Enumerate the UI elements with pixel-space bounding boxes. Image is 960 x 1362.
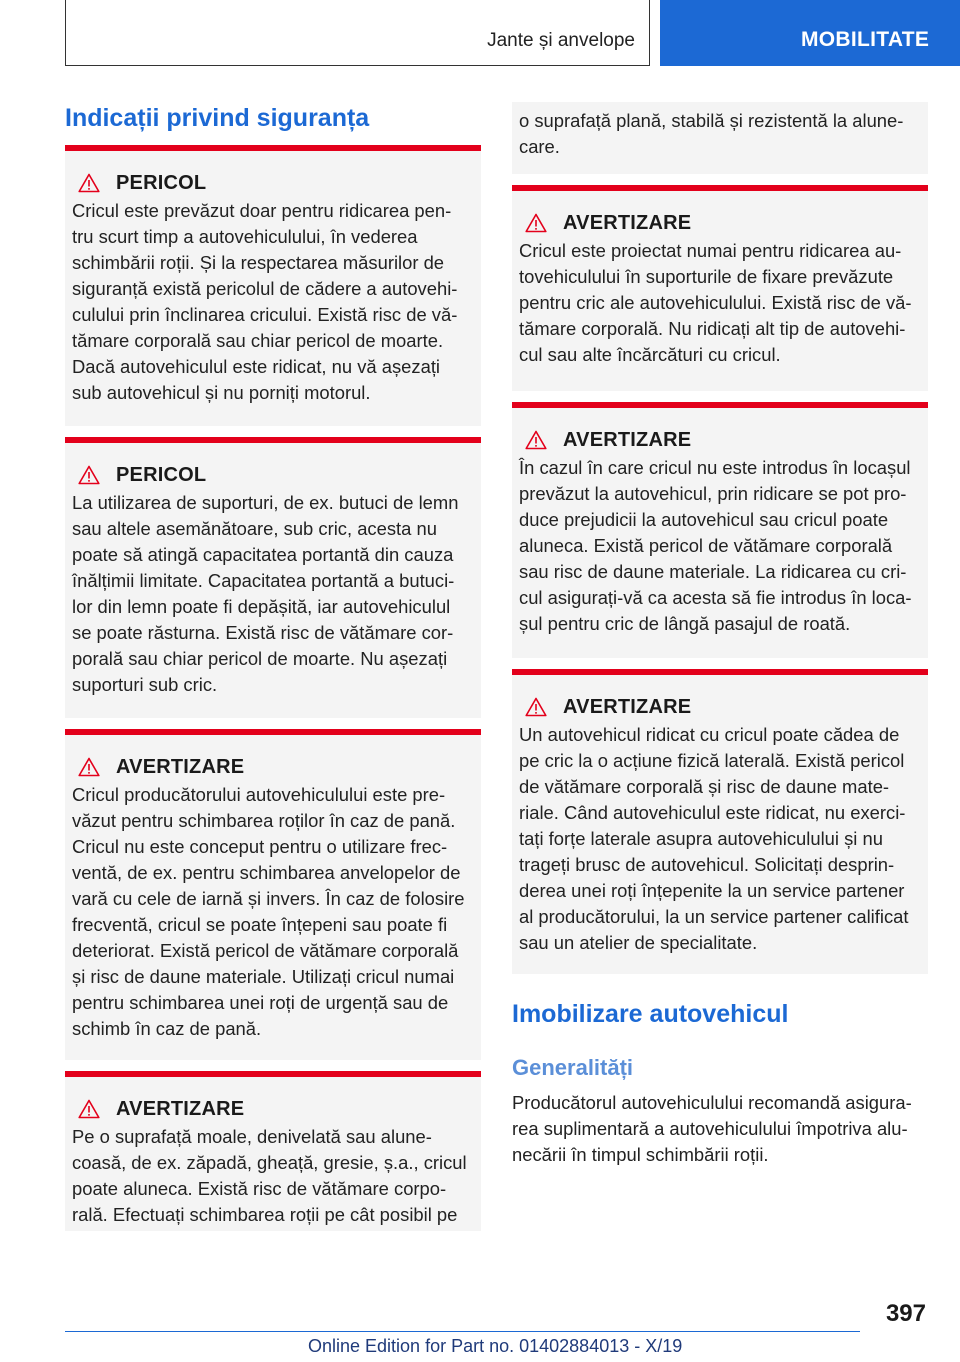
page-number: 397 [885,1300,926,1327]
box-body: Pe o suprafață moale, denivelată sau alune- coasă, de ex. zăpadă, gheață, gresie, ș.a., cricul poate aluneca. Există risc de vătămare corpo- rală. Efectuați schimbarea roții pe cât posibil pe [72,1126,467,1225]
box-label: PERICOL [116,171,207,194]
warning-box-2 [65,1071,481,1231]
warning-triangle-icon [525,697,547,717]
warning-triangle-icon [525,213,547,233]
hazard-box-1 [65,145,481,426]
warning-box-4 [512,402,928,658]
box-label: AVERTIZARE [116,755,245,778]
warning-box-1 [65,729,481,1060]
warning-box-2-continued [512,102,928,174]
box-label: AVERTIZARE [116,1097,245,1120]
footer-divider [65,1331,860,1332]
header-section-tab[interactable]: MOBILITATE [660,0,960,66]
section-title-safety: Indicații privind siguranța [65,104,370,132]
box-body: Cricul este prevăzut doar pentru ridicarea pen- tru scurt timp a autovehiculului, în vederea schimbării roții. Și la respectarea măsurilor de siguranță există pericolul de cădere a autovehi- culului prin înclinarea cricului. Există risc de vă- tămare corporală sau chiar pericol de moarte. Dacă autovehiculul este ridicat, nu vă așezați sub autovehicul și nu porniți motorul. [72,200,458,403]
header-chapter-title: Jante și anvelope [487,30,635,51]
warning-box-5 [512,669,928,974]
warning-triangle-icon [78,757,100,777]
box-label: AVERTIZARE [563,428,692,451]
hazard-box-2 [65,437,481,718]
warning-triangle-icon [78,1099,100,1119]
box-body-continued: o suprafață plană, stabilă și rezistentă la alune- care. [519,110,904,157]
footer-edition: Online Edition for Part no. 01402884013 - X/19 [308,1336,683,1356]
warning-triangle-icon [78,173,100,193]
warning-triangle-icon [78,465,100,485]
box-body: Cricul producătorului autovehiculului este pre- văzut pentru schimbarea roților în caz de pană. Cricul nu este conceput pentru o utilizare frec- ventă, de ex. pentru schimbarea anvelopelor de vară cu cele de iarnă și invers. În caz de folosire frecventă, cricul se poate înțepeni sau poate fi deteriorat. Există pericol de vătămare corporală și risc de daune materiale. Utilizați cricul numai pentru schimbarea unei roți de urgență sau de schimb în caz de pană. [72,784,465,1039]
box-body: În cazul în care cricul nu este introdus în locașul prevăzut la autovehicul, prin ridicare se pot pro- duce prejudicii la autovehicul sau cricul poate aluneca. Există pericol de vătămare corporală sau risc de daune materiale. La ridicarea cu cri- cul asigurați-vă ca acesta să fie introdus în loca- șul pentru cric de lângă pasajul de roată. [519,457,912,634]
warning-triangle-icon [525,430,547,450]
box-label: AVERTIZARE [563,211,692,234]
general-paragraph: Producătorul autovehiculului recomandă asigura- rea suplimentară a autovehiculului împotriva alu- necării în timpul schimbării roții. [512,1092,912,1165]
warning-box-3 [512,185,928,391]
section-title-immobilization: Imobilizare autovehicul [512,1000,789,1028]
box-body: Un autovehicul ridicat cu cricul poate cădea de pe cric la o acțiune fizică laterală. Există pericol de vătămare corporală și risc de daune mate- riale. Când autovehiculul este ridicat, nu exerci- tați forțe laterale asupra autovehiculului și nu trageți brusc de autovehicul. Solicitați desprin- derea unei roți înțepenite la un service partener al producătorului, la un service partener calificat sau un atelier de specialitate. [519,724,909,953]
box-label: PERICOL [116,463,207,486]
header-chapter-box [65,0,650,66]
box-body: Cricul este proiectat numai pentru ridicarea au- tovehiculului în suporturile de fixare prevăzute pentru cric ale autovehiculului. Există risc de vă- tămare corporală. Nu ridicați alt tip de autovehi- cul sau alte încărcături cu cricul. [519,240,912,365]
box-body: La utilizarea de suporturi, de ex. butuci de lemn sau altele asemănătoare, sub cric, acesta nu poate să atingă capacitatea portantă din cauza înălțimii limitate. Capacitatea portantă a butuci- lor din lemn poate fi depășită, iar autovehiculul se poate răsturna. Există risc de vătămare cor- porală sau chiar pericol de moarte. Nu așezați suporturi sub cric. [72,492,459,695]
box-label: AVERTIZARE [563,695,692,718]
subsection-title-general: Generalități [512,1055,634,1080]
